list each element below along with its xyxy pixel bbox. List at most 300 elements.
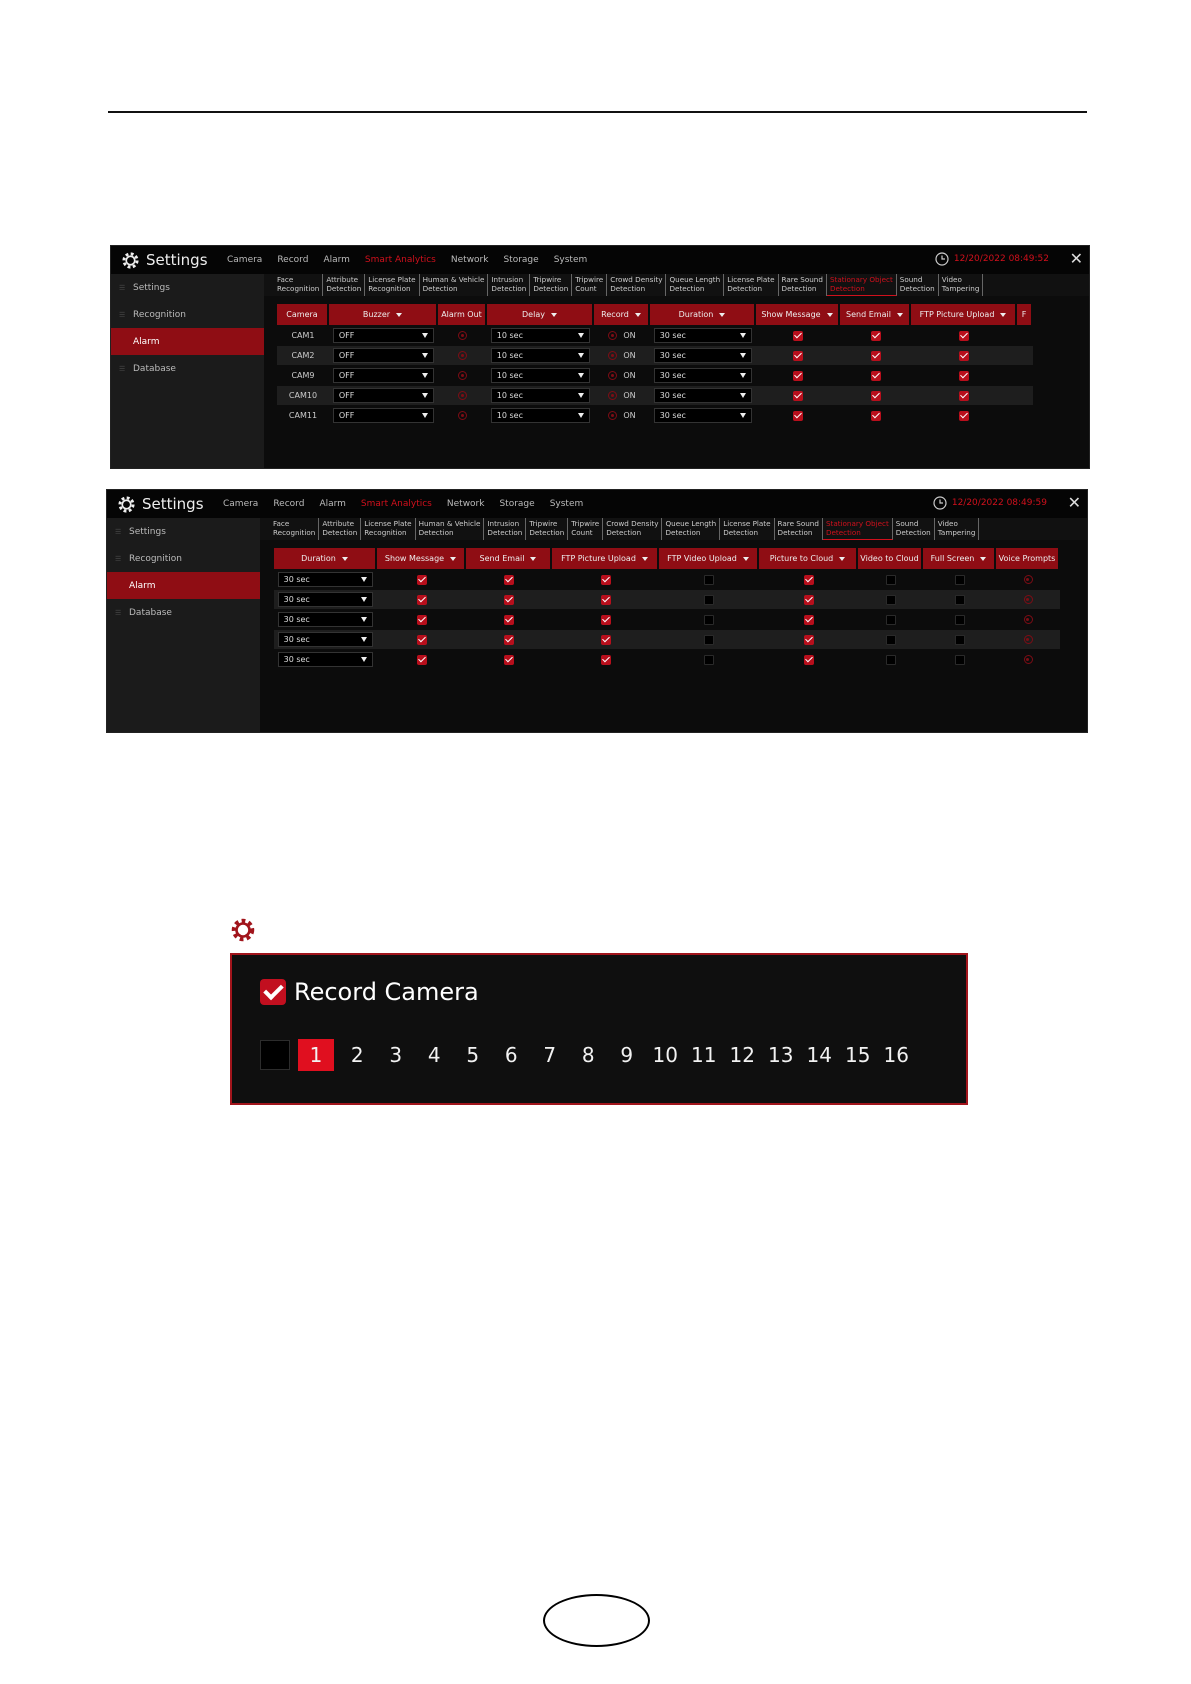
record-toggle[interactable] (608, 391, 635, 400)
dropdown-select[interactable] (333, 348, 434, 363)
table-cell (277, 346, 329, 365)
subtab-line1: Video (941, 275, 962, 284)
menu-storage[interactable]: Storage (503, 255, 539, 265)
table-cell (552, 570, 659, 589)
sidebar-item-label: Alarm (129, 580, 156, 591)
checkbox-checked[interactable] (959, 351, 969, 361)
menu-camera[interactable]: Camera (227, 255, 263, 265)
checkbox-checked[interactable] (871, 391, 881, 401)
channel-15[interactable]: 15 (845, 1043, 871, 1067)
top-bar (111, 246, 1089, 274)
close-icon[interactable]: ✕ (1069, 249, 1083, 268)
subtab-line1: Rare Sound (777, 519, 819, 528)
dropdown-select[interactable] (278, 632, 374, 647)
checkbox-unchecked[interactable] (955, 615, 965, 625)
checkbox-checked[interactable] (504, 575, 514, 585)
record-value: ON (623, 351, 636, 360)
subtab[interactable] (568, 518, 603, 540)
channel-14[interactable]: 14 (806, 1043, 832, 1067)
table-cell (759, 610, 858, 629)
subtab[interactable] (484, 518, 526, 540)
target-icon[interactable] (458, 331, 467, 340)
column-header-label: Record (601, 310, 629, 319)
checkbox-checked[interactable] (417, 615, 427, 625)
checkbox-unchecked[interactable] (955, 635, 965, 645)
column-header[interactable] (650, 304, 754, 325)
subtab[interactable] (319, 518, 361, 540)
subtab-line1: Intrusion (491, 275, 524, 284)
table-cell (487, 386, 594, 405)
record-camera-panel (230, 953, 968, 1105)
record-toggle[interactable] (608, 351, 635, 360)
checkbox-unchecked[interactable] (704, 575, 714, 585)
subtab[interactable] (365, 274, 419, 296)
chevron-down-icon (827, 313, 833, 317)
channel-10[interactable]: 10 (652, 1043, 678, 1067)
table-cell (552, 590, 659, 609)
dropdown-select[interactable] (278, 592, 374, 607)
column-header-label: Duration (678, 310, 714, 319)
menu-alarm[interactable]: Alarm (323, 255, 350, 265)
channel-13[interactable]: 13 (768, 1043, 794, 1067)
table-cell (911, 326, 1017, 345)
table-cell (487, 366, 594, 385)
sidebar-item-alarm[interactable] (107, 572, 260, 599)
target-icon[interactable] (608, 351, 617, 360)
header-rule (108, 111, 1087, 113)
checkbox-checked[interactable] (601, 575, 611, 585)
target-icon[interactable] (458, 371, 467, 380)
dropdown-select[interactable] (333, 388, 434, 403)
table-cell (996, 650, 1060, 669)
menu-storage[interactable]: Storage (499, 499, 535, 509)
chevron-down-icon (980, 557, 986, 561)
subtab-line2: Detection (533, 284, 569, 293)
menu-network[interactable]: Network (446, 499, 485, 509)
target-icon[interactable] (458, 411, 467, 420)
subtab-line1: License Plate (364, 519, 412, 528)
checkbox-unchecked[interactable] (886, 615, 896, 625)
menu-record[interactable]: Record (277, 255, 309, 265)
dropdown-select[interactable] (333, 368, 434, 383)
clock-icon (933, 496, 947, 510)
channel-2[interactable]: 2 (350, 1043, 364, 1067)
checkbox-checked[interactable] (804, 635, 814, 645)
checkbox-checked[interactable] (417, 595, 427, 605)
subtab[interactable] (526, 518, 568, 540)
chevron-down-icon (342, 557, 348, 561)
target-icon[interactable] (1024, 655, 1033, 664)
checkbox-unchecked[interactable] (704, 595, 714, 605)
sidebar-item-label: Settings (129, 526, 166, 537)
record-camera-checkbox[interactable] (260, 979, 286, 1005)
column-header[interactable] (911, 304, 1015, 325)
menu-bullet-icon: ☰ (115, 554, 122, 563)
checkbox-checked[interactable] (504, 595, 514, 605)
subtab-line2: Detection (669, 284, 705, 293)
menu-alarm[interactable]: Alarm (319, 499, 346, 509)
table-cell (466, 610, 552, 629)
dropdown-select[interactable] (654, 328, 753, 343)
subtab[interactable] (897, 274, 939, 296)
dropdown-value: 30 sec (283, 655, 310, 664)
chevron-down-icon (578, 413, 584, 418)
checkbox-checked[interactable] (871, 331, 881, 341)
table-cell (552, 630, 659, 649)
column-header[interactable] (1017, 304, 1031, 325)
subtabs (260, 518, 1087, 540)
dropdown-select[interactable] (491, 388, 591, 403)
checkbox-checked[interactable] (601, 615, 611, 625)
checkbox-checked[interactable] (871, 411, 881, 421)
dropdown-select[interactable] (278, 612, 374, 627)
checkbox-unchecked[interactable] (886, 655, 896, 665)
table-cell (659, 630, 759, 649)
subtab[interactable] (607, 274, 666, 296)
subtab-line2: Detection (665, 528, 701, 537)
checkbox-unchecked[interactable] (886, 635, 896, 645)
sidebar-item-settings[interactable] (107, 518, 260, 545)
subtab-line2: Count (575, 284, 597, 293)
subtab[interactable] (416, 518, 485, 540)
menu-system[interactable]: System (549, 499, 584, 509)
select-all-checkbox[interactable] (260, 1040, 290, 1070)
table-cell (277, 366, 329, 385)
dropdown-select[interactable] (491, 348, 591, 363)
settings-logo (121, 251, 219, 270)
checkbox-checked[interactable] (601, 655, 611, 665)
gear-icon (117, 495, 136, 514)
checkbox-unchecked[interactable] (886, 575, 896, 585)
column-header[interactable] (377, 548, 464, 569)
column-header[interactable] (466, 548, 550, 569)
channel-11[interactable]: 11 (691, 1043, 717, 1067)
menu-bullet-icon: ☰ (119, 283, 126, 292)
close-icon[interactable]: ✕ (1067, 493, 1081, 512)
checkbox-checked[interactable] (959, 371, 969, 381)
chevron-down-icon (361, 597, 367, 602)
column-header-label: Picture to Cloud (769, 554, 834, 563)
target-icon[interactable] (1024, 615, 1033, 624)
checkbox-checked[interactable] (504, 615, 514, 625)
dropdown-select[interactable] (333, 408, 434, 423)
checkbox-checked[interactable] (793, 351, 803, 361)
subtab-line2: Recognition (368, 284, 411, 293)
checkbox-checked[interactable] (417, 635, 427, 645)
checkbox-checked[interactable] (793, 331, 803, 341)
sidebar-item-label: Database (133, 363, 176, 374)
subtab[interactable] (720, 518, 774, 540)
dropdown-select[interactable] (654, 368, 753, 383)
subtab-line2: Tampering (941, 284, 980, 293)
record-toggle[interactable] (608, 371, 635, 380)
column-header-label: Alarm Out (441, 310, 482, 319)
top-bar (107, 490, 1087, 518)
checkbox-checked[interactable] (871, 371, 881, 381)
record-toggle[interactable] (608, 331, 635, 340)
table-cell (594, 346, 650, 365)
column-header[interactable] (552, 548, 657, 569)
subtab[interactable] (724, 274, 778, 296)
subtab-line1: Queue Length (669, 275, 721, 284)
dropdown-select[interactable] (491, 408, 591, 423)
checkbox-checked[interactable] (804, 595, 814, 605)
menu-camera[interactable]: Camera (223, 499, 259, 509)
table-cell (438, 326, 487, 345)
table-cell (650, 406, 756, 425)
sidebar-item-database[interactable] (111, 355, 264, 382)
table-cell (923, 630, 996, 649)
table-cell (996, 590, 1060, 609)
chevron-down-icon (1000, 313, 1006, 317)
target-icon[interactable] (608, 371, 617, 380)
menu-smart-analytics[interactable]: Smart Analytics (360, 499, 432, 509)
subtab[interactable] (270, 518, 319, 540)
chevron-down-icon (422, 413, 428, 418)
chevron-down-icon (897, 313, 903, 317)
column-header[interactable] (756, 304, 838, 325)
checkbox-checked[interactable] (959, 391, 969, 401)
subtab[interactable] (666, 274, 724, 296)
dropdown-value: 30 sec (659, 411, 686, 420)
checkbox-checked[interactable] (871, 351, 881, 361)
column-header[interactable] (996, 548, 1058, 569)
checkbox-checked[interactable] (601, 635, 611, 645)
column-header[interactable] (594, 304, 648, 325)
sidebar-item-database[interactable] (107, 599, 260, 626)
subtab-line1: License Plate (727, 275, 775, 284)
channel-8[interactable]: 8 (581, 1043, 595, 1067)
record-camera-title: Record Camera (294, 978, 479, 1006)
table-cell (277, 326, 329, 345)
dropdown-select[interactable] (654, 348, 753, 363)
table-cell (274, 630, 377, 649)
record-value: ON (623, 331, 636, 340)
subtab-line2: Detection (322, 528, 358, 537)
subtab-line1: Tripwire (529, 519, 558, 528)
subtab[interactable] (827, 274, 897, 296)
table-cell (329, 366, 438, 385)
subtab-line2: Detection (899, 284, 935, 293)
checkbox-checked[interactable] (417, 655, 427, 665)
target-icon[interactable] (1024, 635, 1033, 644)
table-cell (438, 346, 487, 365)
subtab-line1: License Plate (368, 275, 416, 284)
table-cell (923, 590, 996, 609)
camera-name: CAM10 (288, 391, 318, 400)
channel-1[interactable]: 1 (298, 1039, 334, 1071)
target-icon[interactable] (1024, 575, 1033, 584)
dropdown-select[interactable] (333, 328, 434, 343)
checkbox-checked[interactable] (793, 391, 803, 401)
table-cell (756, 346, 840, 365)
subtab[interactable] (420, 274, 489, 296)
channel-3[interactable]: 3 (389, 1043, 403, 1067)
chevron-down-icon (422, 333, 428, 338)
dropdown-value: 30 sec (659, 331, 686, 340)
column-header[interactable] (329, 304, 436, 325)
table-cell (756, 326, 840, 345)
table-cell (911, 406, 1017, 425)
subtab[interactable] (274, 274, 323, 296)
target-icon[interactable] (458, 351, 467, 360)
table-cell (329, 386, 438, 405)
subtab-line1: Attribute (322, 519, 355, 528)
table-cell (329, 326, 438, 345)
channel-7[interactable]: 7 (543, 1043, 557, 1067)
channel-16[interactable]: 16 (883, 1043, 909, 1067)
record-value: ON (623, 391, 636, 400)
column-header[interactable] (487, 304, 592, 325)
checkbox-checked[interactable] (959, 411, 969, 421)
checkbox-unchecked[interactable] (704, 635, 714, 645)
target-icon[interactable] (608, 331, 617, 340)
table-cell (756, 366, 840, 385)
target-icon[interactable] (608, 391, 617, 400)
chevron-down-icon (396, 313, 402, 317)
sidebar-item-alarm[interactable] (111, 328, 264, 355)
table-cell (840, 326, 911, 345)
checkbox-checked[interactable] (804, 615, 814, 625)
subtab[interactable] (935, 518, 980, 540)
table-cell (377, 590, 466, 609)
checkbox-checked[interactable] (793, 371, 803, 381)
table-cell (650, 386, 756, 405)
dropdown-select[interactable] (491, 328, 591, 343)
checkbox-checked[interactable] (417, 575, 427, 585)
checkbox-checked[interactable] (601, 595, 611, 605)
dropdown-select[interactable] (491, 368, 591, 383)
table-cell (594, 366, 650, 385)
subtab[interactable] (775, 518, 823, 540)
checkbox-checked[interactable] (959, 331, 969, 341)
sidebar-item-recognition[interactable] (111, 301, 264, 328)
chevron-down-icon (422, 353, 428, 358)
table-cell (996, 610, 1060, 629)
column-header[interactable] (659, 548, 757, 569)
subtab[interactable] (323, 274, 365, 296)
column-header-label: Camera (286, 310, 318, 319)
subtab-line2: Detection (326, 284, 362, 293)
channel-4[interactable]: 4 (427, 1043, 441, 1067)
checkbox-checked[interactable] (804, 655, 814, 665)
gear-icon (230, 917, 256, 943)
target-icon[interactable] (1024, 595, 1033, 604)
subtab[interactable] (603, 518, 662, 540)
checkbox-unchecked[interactable] (955, 655, 965, 665)
table-cell (858, 590, 923, 609)
table-cell (1017, 386, 1033, 405)
column-header[interactable] (274, 548, 375, 569)
table-cell (487, 346, 594, 365)
alarm-table-2 (274, 548, 1060, 669)
dropdown-select[interactable] (278, 652, 374, 667)
menu-network[interactable]: Network (450, 255, 489, 265)
table-cell (659, 650, 759, 669)
chevron-down-icon (530, 557, 536, 561)
menu-smart-analytics[interactable]: Smart Analytics (364, 255, 436, 265)
checkbox-checked[interactable] (504, 635, 514, 645)
table-cell (840, 366, 911, 385)
channel-9[interactable]: 9 (620, 1043, 634, 1067)
table-cell (274, 590, 377, 609)
checkbox-checked[interactable] (504, 655, 514, 665)
checkbox-unchecked[interactable] (704, 655, 714, 665)
dropdown-select[interactable] (654, 388, 753, 403)
subtab[interactable] (361, 518, 415, 540)
subtab[interactable] (572, 274, 607, 296)
sidebar-item-settings[interactable] (111, 274, 264, 301)
column-header[interactable] (840, 304, 909, 325)
table-cell (1017, 346, 1033, 365)
menu-system[interactable]: System (553, 255, 588, 265)
subtab[interactable] (488, 274, 530, 296)
subtab[interactable] (823, 518, 893, 540)
datetime-display (935, 252, 1049, 266)
column-header[interactable] (438, 304, 485, 325)
table-cell (858, 610, 923, 629)
subtab-line1: Face (277, 275, 294, 284)
subtab[interactable] (893, 518, 935, 540)
dropdown-value: 30 sec (283, 575, 310, 584)
target-icon[interactable] (458, 391, 467, 400)
target-icon[interactable] (608, 411, 617, 420)
settings-screenshot-1 (110, 245, 1090, 469)
page-number-oval (543, 1594, 650, 1647)
sidebar-item-label: Alarm (133, 336, 160, 347)
subtab-line1: Video (937, 519, 958, 528)
chevron-down-icon (839, 557, 845, 561)
column-header[interactable] (277, 304, 327, 325)
dropdown-value: 30 sec (659, 351, 686, 360)
table-cell (756, 406, 840, 425)
checkbox-unchecked[interactable] (955, 575, 965, 585)
subtab-line2: Detection (491, 284, 527, 293)
channel-5[interactable]: 5 (466, 1043, 480, 1067)
channel-6[interactable]: 6 (504, 1043, 518, 1067)
table-cell (911, 346, 1017, 365)
settings-title: Settings (146, 251, 208, 269)
column-header[interactable] (923, 548, 994, 569)
chevron-down-icon (361, 657, 367, 662)
checkbox-unchecked[interactable] (886, 595, 896, 605)
sidebar-item-recognition[interactable] (107, 545, 260, 572)
subtab-line2: Recognition (273, 528, 316, 537)
channel-12[interactable]: 12 (729, 1043, 755, 1067)
menu-record[interactable]: Record (273, 499, 305, 509)
subtab[interactable] (779, 274, 827, 296)
subtab-line2: Detection (606, 528, 642, 537)
checkbox-unchecked[interactable] (704, 615, 714, 625)
record-toggle[interactable] (608, 411, 635, 420)
checkbox-unchecked[interactable] (955, 595, 965, 605)
subtab[interactable] (662, 518, 720, 540)
settings-logo (117, 495, 215, 514)
subtab[interactable] (530, 274, 572, 296)
subtab[interactable] (939, 274, 984, 296)
dropdown-value: 10 sec (496, 391, 523, 400)
column-header[interactable] (759, 548, 856, 569)
table-cell (923, 650, 996, 669)
subtab-line1: Face (273, 519, 290, 528)
checkbox-checked[interactable] (804, 575, 814, 585)
checkbox-checked[interactable] (793, 411, 803, 421)
dropdown-select[interactable] (278, 572, 374, 587)
dropdown-select[interactable] (654, 408, 753, 423)
column-header[interactable] (858, 548, 921, 569)
table-cell (756, 386, 840, 405)
table-cell (438, 366, 487, 385)
